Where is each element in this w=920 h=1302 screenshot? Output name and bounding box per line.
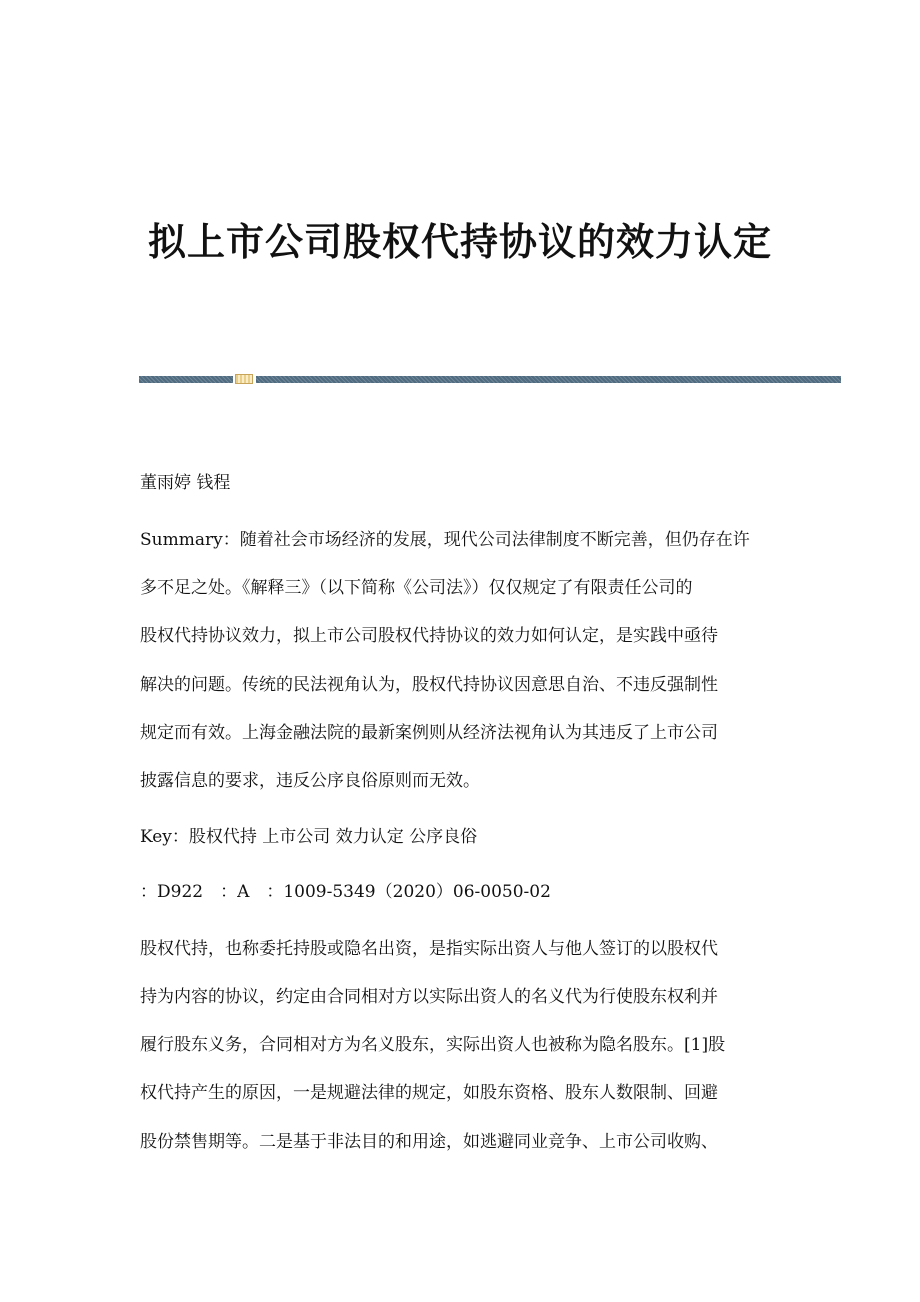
keywords: Key：股权代持 上市公司 效力认定 公序良俗 [140,827,478,847]
body-line: 权代持产生的原因，一是规避法律的规定，如股东资格、股东人数限制、回避 [140,1083,718,1103]
body-line: 持为内容的协议，约定由合同相对方以实际出资人的名义代为行使股东权利并 [140,987,718,1007]
body-line: 履行股东义务，合同相对方为名义股东，实际出资人也被称为隐名股东。[1]股 [140,1035,726,1055]
title-divider [139,374,841,384]
summary-line: 披露信息的要求，违反公序良俗原则而无效。 [140,771,480,791]
authors: 董雨婷 钱程 [140,473,231,493]
summary-line: 股权代持协议效力，拟上市公司股权代持协议的效力如何认定，是实践中亟待 [140,626,718,646]
body-line: 股份禁售期等。二是基于非法目的和用途，如逃避同业竞争、上市公司收购、 [140,1132,718,1152]
classification-codes: ：D922 ：A ：1009-5349（2020）06-0050-02 [140,882,551,902]
summary-line: Summary：随着社会市场经济的发展，现代公司法律制度不断完善，但仍存在许 [140,530,750,550]
divider-bar-right [256,376,841,383]
divider-ornament-icon [235,374,253,384]
summary-line: 多不足之处。《解释三》（以下简称《公司法》）仅仅规定了有限责任公司的 [140,578,693,598]
summary-line: 规定而有效。上海金融法院的最新案例则从经济法视角认为其违反了上市公司 [140,723,718,743]
divider-bar-left [139,376,233,383]
document-title: 拟上市公司股权代持协议的效力认定 [147,219,772,264]
body-line: 股权代持，也称委托持股或隐名出资，是指实际出资人与他人签订的以股权代 [140,939,718,959]
summary-line: 解决的问题。传统的民法视角认为，股权代持协议因意思自治、不违反强制性 [140,675,718,695]
